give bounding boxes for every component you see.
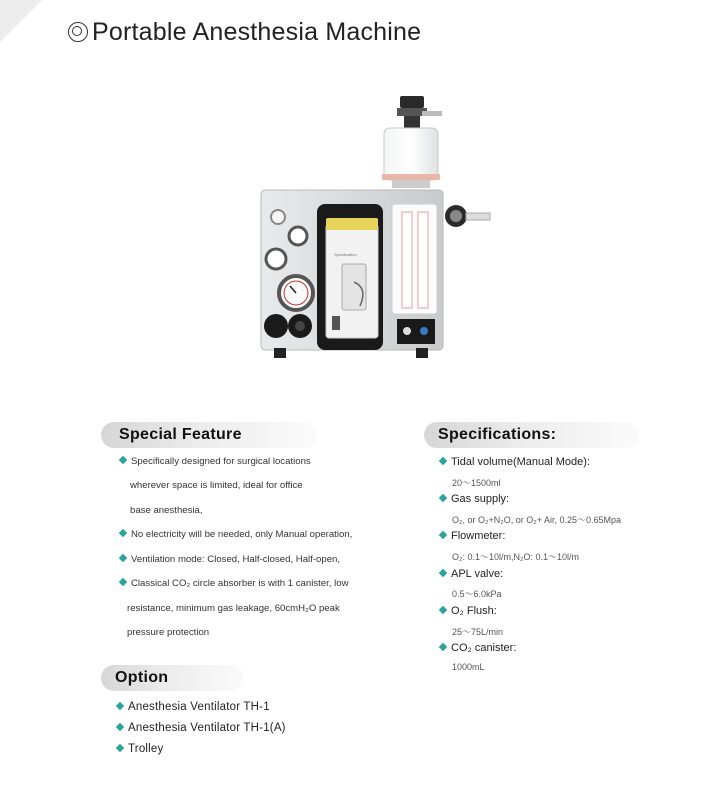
option-item: Trolley: [117, 743, 163, 755]
feature-line: base anesthesia,: [130, 505, 203, 516]
diamond-bullet-icon: [439, 643, 447, 651]
diamond-bullet-icon: [116, 744, 124, 752]
feature-line: wherever space is limited, ideal for office: [130, 480, 303, 491]
diamond-bullet-icon: [119, 554, 127, 562]
option-heading: Option: [115, 669, 169, 686]
double-circle-icon: [68, 22, 88, 42]
spec-value: 1000mL: [452, 662, 485, 672]
diamond-bullet-icon: [439, 457, 447, 465]
spec-value: O₂, or O₂+N₂O, or O₂+ Air, 0.25～0.65Mpa: [452, 515, 622, 525]
special-feature-heading-pill: [101, 422, 317, 448]
feature-line: Specifically designed for surgical locations: [120, 456, 311, 467]
diamond-bullet-icon: [119, 529, 127, 537]
diamond-bullet-icon: [439, 494, 447, 502]
diamond-bullet-icon: [119, 456, 127, 464]
specifications-heading: Specifications:: [438, 426, 557, 443]
spec-name: Flowmeter:: [440, 530, 505, 542]
spec-name: Gas supply:: [440, 493, 509, 505]
page-title-text: Portable Anesthesia Machine: [92, 18, 422, 46]
spec-name: O₂ Flush:: [440, 605, 497, 617]
spec-name: APL valve:: [440, 568, 503, 580]
spec-name: CO₂ canister:: [440, 642, 516, 654]
diamond-bullet-icon: [439, 569, 447, 577]
special-feature-heading: Special Feature: [119, 426, 242, 443]
option-heading-pill: [101, 665, 244, 691]
diamond-bullet-icon: [119, 578, 127, 586]
feature-line: No electricity will be needed, only Manual operation,: [120, 529, 352, 540]
brand-label: Specification: [334, 252, 357, 257]
spec-value: 25～75L/min: [452, 627, 504, 637]
diamond-bullet-icon: [116, 723, 124, 731]
page-title: [68, 18, 421, 47]
anesthesia-machine-image: [256, 86, 496, 366]
spec-name: Tidal volume(Manual Mode):: [440, 456, 590, 468]
specifications-heading-pill: [424, 422, 639, 448]
feature-line: Classical CO₂ circle absorber is with 1 canister, low: [120, 578, 349, 589]
diamond-bullet-icon: [439, 531, 447, 539]
spec-value: 20～1500ml: [452, 478, 501, 488]
option-item: Anesthesia Ventilator TH-1(A): [117, 722, 286, 734]
spec-value: O₂: 0.1～10l/m,N₂O: 0.1～10l/m: [452, 552, 580, 562]
corner-decoration: [0, 0, 42, 42]
diamond-bullet-icon: [439, 606, 447, 614]
feature-line: Ventilation mode: Closed, Half-closed, Half-open,: [120, 554, 340, 565]
diamond-bullet-icon: [116, 702, 124, 710]
spec-value: 0.5～6.0kPa: [452, 589, 502, 599]
feature-line: pressure protection: [127, 627, 210, 638]
feature-line: resistance, minimum gas leakage, 60cmH₂O peak: [127, 603, 340, 614]
option-item: Anesthesia Ventilator TH-1: [117, 701, 270, 713]
